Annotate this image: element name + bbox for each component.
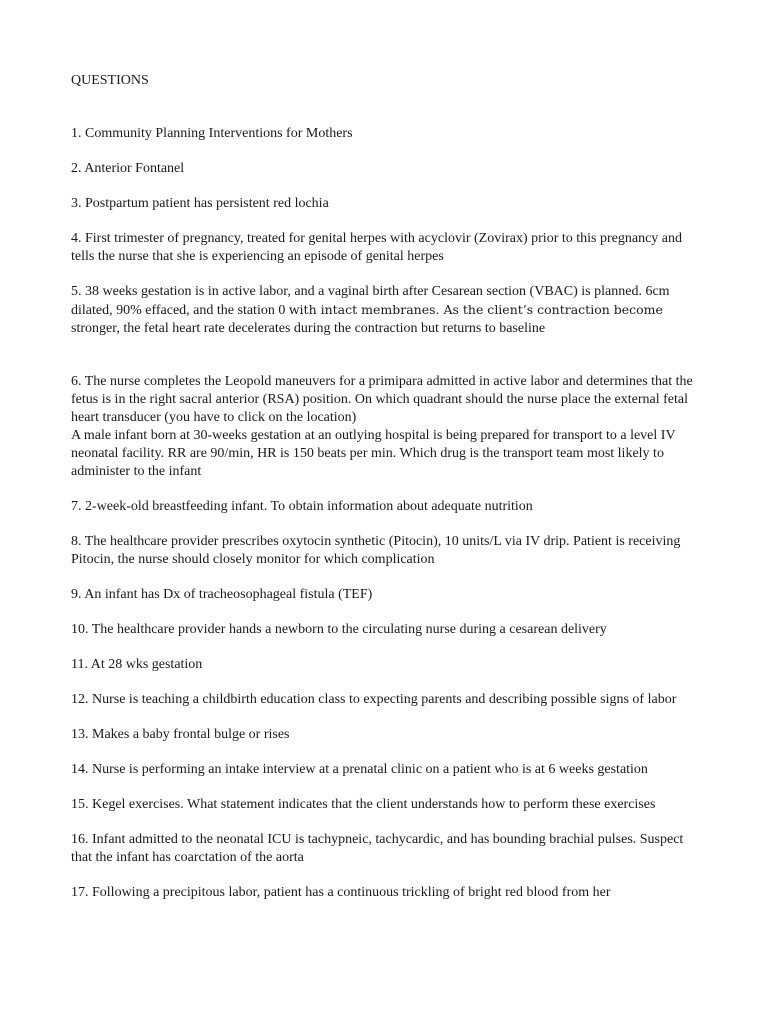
question-11: 11. At 28 wks gestation [71, 657, 203, 672]
question-6: 6. The nurse completes the Leopold maneuvers for a primipara admitted in active labor and determines that the fetus is in the right sacral anterior (RSA) position. On which quadrant should the nurse place the external fetal heart transducer (you have to click on the location) [71, 374, 693, 425]
question-3: 3. Postpartum patient has persistent red lochia [71, 196, 329, 211]
question-12: 12. Nurse is teaching a childbirth education class to expecting parents and describing possible signs of labor [71, 692, 677, 707]
question-10: 10. The healthcare provider hands a newborn to the circulating nurse during a cesarean delivery [71, 622, 607, 637]
question-17: 17. Following a precipitous labor, patient has a continuous trickling of bright red blood from her [71, 885, 611, 900]
question-14: 14. Nurse is performing an intake interview at a prenatal clinic on a patient who is at 6 weeks gestation [71, 762, 648, 777]
question-4: 4. First trimester of pregnancy, treated for genital herpes with acyclovir (Zovirax) prior to this pregnancy and tells the nurse that she is experiencing an episode of genital herpes [71, 231, 682, 264]
question-6-continuation: A male infant born at 30-weeks gestation at an outlying hospital is being prepared for transport to a level IV neonatal facility. RR are 90/min, HR is 150 beats per min. Which drug is the transport team most likely to administer to the infant [71, 428, 676, 479]
question-16: 16. Infant admitted to the neonatal ICU is tachypneic, tachycardic, and has bounding brachial pulses. Suspect that the infant has coarctation of the aorta [71, 832, 684, 865]
question-5-part-3: stronger, the fetal heart rate decelerates during the contraction but returns to baseline [71, 321, 546, 336]
question-13: 13. Makes a baby frontal bulge or rises [71, 727, 290, 742]
question-15: 15. Kegel exercises. What statement indicates that the client understands how to perform these exercises [71, 797, 656, 812]
question-7: 7. 2-week-old breastfeeding infant. To obtain information about adequate nutrition [71, 499, 533, 514]
page-heading: QUESTIONS [71, 73, 149, 88]
question-5 [71, 283, 701, 338]
question-1: 1. Community Planning Interventions for Mothers [71, 126, 353, 141]
question-9: 9. An infant has Dx of tracheosophageal fistula (TEF) [71, 587, 373, 602]
question-5-part-2: with intact membranes. As the client’s contraction become [288, 302, 663, 317]
document-page [71, 72, 701, 919]
question-8: 8. The healthcare provider prescribes oxytocin synthetic (Pitocin), 10 units/L via IV drip. Patient is receiving Pitocin, the nurse should closely monitor for which complication [71, 534, 681, 567]
question-5-part-1: 5. 38 weeks gestation is in active labor, and a vaginal birth after Cesarean section (VBAC) is planned. 6cm dilated, 90% effaced, and the station 0 [71, 284, 670, 318]
question-2: 2. Anterior Fontanel [71, 161, 185, 176]
